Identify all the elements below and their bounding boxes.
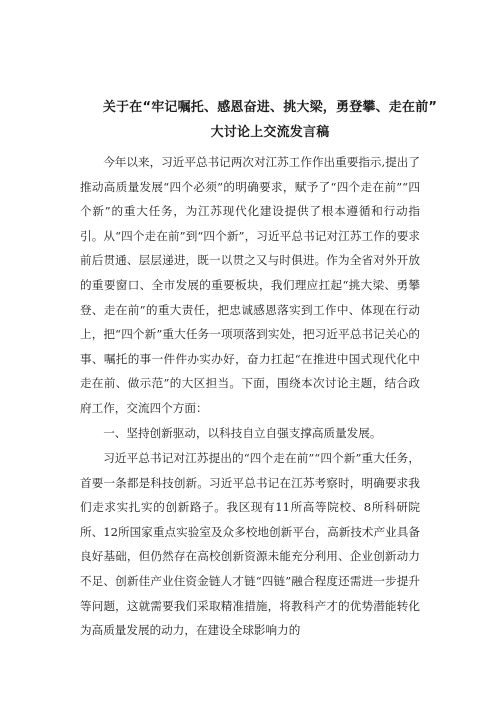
paragraph-section-heading-1: 一、坚持创新驱动，以科技自立自强支撑高质量发展。 — [103, 426, 382, 440]
paragraph-section-body-1: 习近平总书记对江苏提出的“四个走在前”“四个新”重大任务，首要一条都是科技创新。习近平总书记在江苏考察时，明确要求我们走求实扎实的创新路子。我区现有11所高等院校、8所科研院所、12所国家重点实验室及众多校地创新平台，高新技术产业具备良好基础，但仍然存在高校创新资源未能充分利用、企业创新动力不足、创新佳产业住资金链人才链“四链”融合程度还需进一步提升等问题，这就需要我们采取精准措施，将教科产才的优势潜能转化为高质量发展的动力，在建设全球影响力的 — [80, 451, 420, 638]
paragraph-intro: 今年以来，习近平总书记两次对江苏工作作出重要指示,提出了推动高质量发展“四个必须”的明确要求，赋予了“四个走在前”“四个新”的重大任务，为江苏现代化建设提供了根本遵循和行动指引。从“四个走在前”到“四个新”，习近平总书记对江苏工作的要求前后贯通、层层递进，既一以贯之又与时俱进。作为全省对外开放的重要窗口、全市发展的重要板块，我们理应扛起“挑大梁、勇攀登、走在前”的重大责任，把忠诚感恩落实到工作中、体现在行动上，把“四个新”重大任务一项项落到实处，把习近平总书记关心的事、嘱托的事一件件办实办好，奋力扛起“在推进中国式现代化中走在前、做示范”的大区担当。下面，围绕本次讨论主题，结合政府工作，交流四个方面： — [80, 155, 420, 415]
document-title-line-2: 大讨论上交流发言稿 — [210, 125, 330, 140]
document-title-line-1: 关于在“牢记嘱托、感恩奋进、挑大梁，勇登攀、走在前” — [102, 100, 438, 115]
